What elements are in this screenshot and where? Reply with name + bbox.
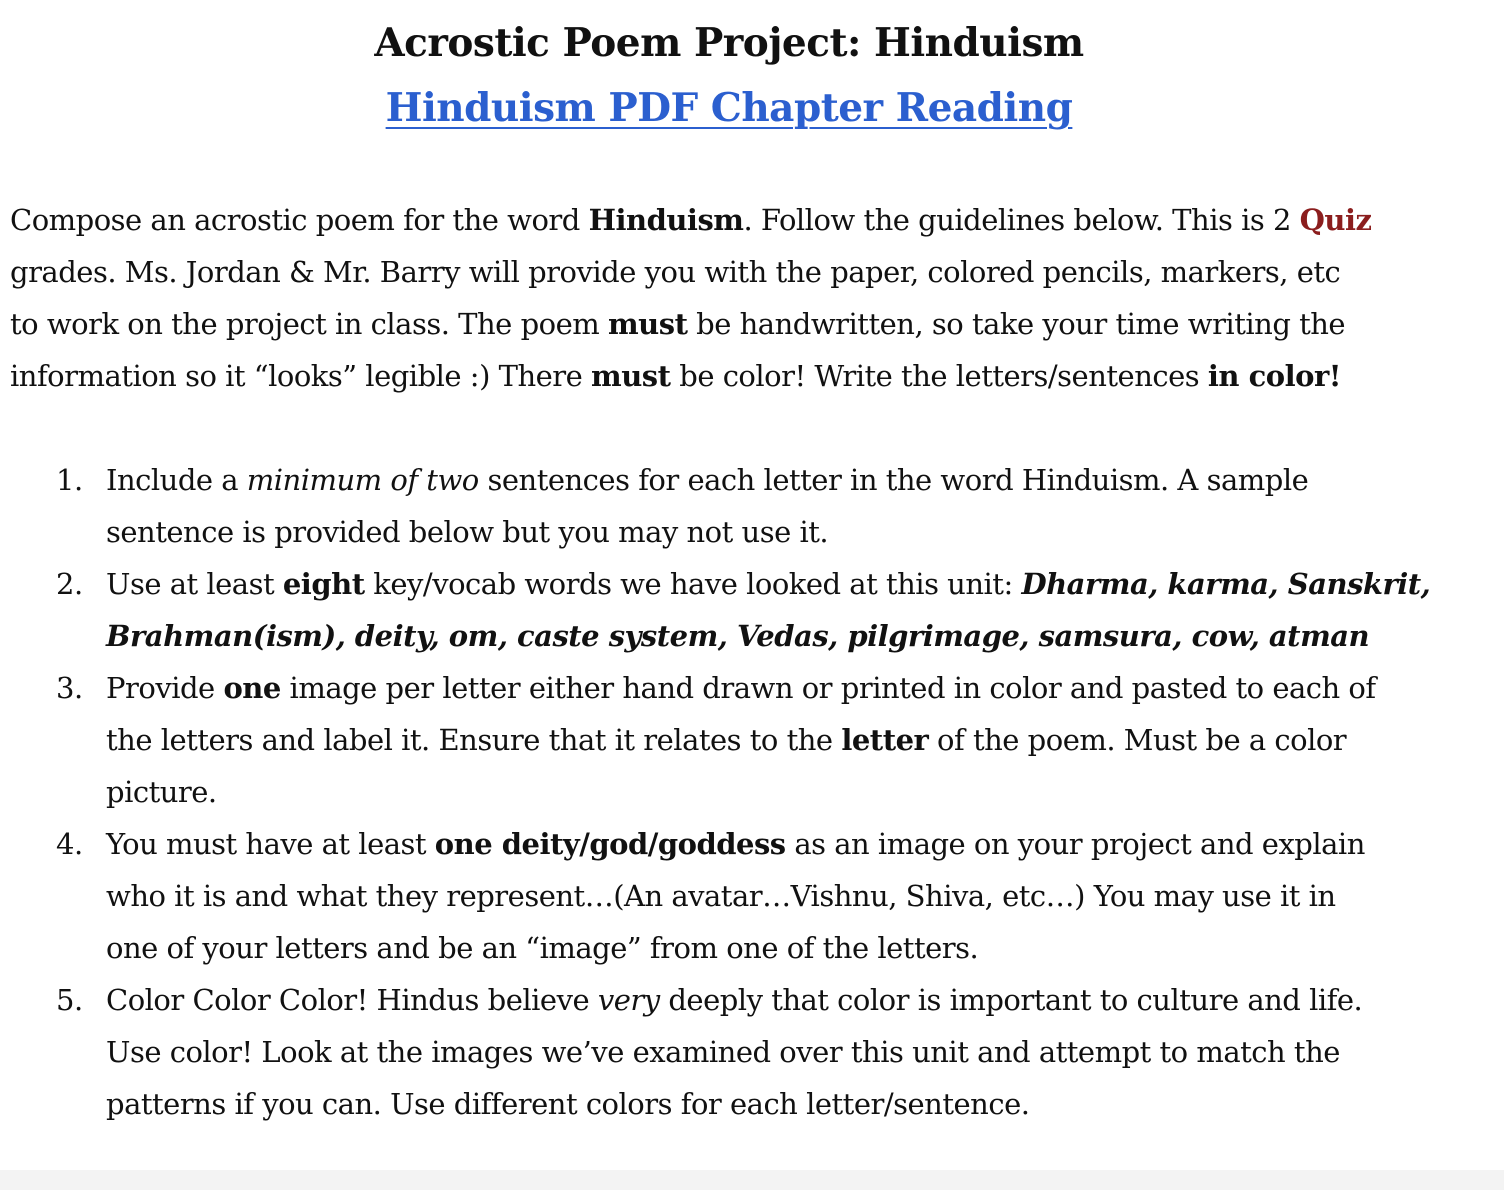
- list-item: [0, 558, 1500, 662]
- item-text: Include a: [106, 463, 247, 497]
- item-line: patterns if you can. Use different colors for each letter/sentence.: [106, 1087, 1030, 1121]
- item-line: who it is and what they represent…(An avatar…Vishnu, Shiva, etc…) You may use it in: [106, 879, 1336, 913]
- item-text: as an image on your project and explain: [785, 827, 1365, 861]
- intro-text: to work on the project in class. The poem: [10, 307, 608, 341]
- item-italic: very: [597, 983, 660, 1017]
- item-text: deeply that color is important to culture and life.: [659, 983, 1363, 1017]
- page-bottom-edge: [0, 1170, 1504, 1190]
- hinduism-pdf-link[interactable]: Hinduism PDF Chapter Reading: [385, 85, 1073, 131]
- intro-text: information so it “looks” legible :) There: [10, 359, 592, 393]
- item-bold: letter: [841, 723, 929, 757]
- item-line: [106, 818, 1500, 870]
- item-line: [106, 714, 1500, 766]
- reading-link-container: [0, 80, 1458, 136]
- item-text: You must have at least: [106, 827, 435, 861]
- item-text: image per letter either hand drawn or printed in color and pasted to each of: [280, 671, 1376, 705]
- item-bold: one: [223, 671, 281, 705]
- intro-text: be color! Write the letters/sentences: [670, 359, 1208, 393]
- item-line: sentence is provided below but you may not use it.: [106, 515, 829, 549]
- intro-text: . Follow the guidelines below. This is 2: [743, 203, 1300, 237]
- list-number: 1.: [56, 463, 83, 497]
- quiz-label: Quiz: [1299, 203, 1372, 237]
- intro-paragraph: [10, 194, 1490, 402]
- list-number: 2.: [56, 567, 83, 601]
- item-line: [106, 454, 1500, 506]
- item-text: the letters and label it. Ensure that it relates to the: [106, 723, 842, 757]
- intro-bold-must: must: [591, 359, 671, 393]
- list-item: [0, 818, 1500, 974]
- item-text: Use at least: [106, 567, 283, 601]
- item-text: of the poem. Must be a color: [928, 723, 1347, 757]
- list-item: [0, 974, 1500, 1130]
- item-text: sentences for each letter in the word Hinduism. A sample: [478, 463, 1309, 497]
- intro-line-1: [10, 194, 1490, 246]
- intro-text: be handwritten, so take your time writing the: [687, 307, 1346, 341]
- guidelines-list: [0, 454, 1500, 1130]
- item-line: picture.: [106, 775, 217, 809]
- item-bold: eight: [282, 567, 365, 601]
- item-line: [106, 662, 1500, 714]
- item-text: Color Color Color! Hindus believe: [106, 983, 598, 1017]
- list-number: 4.: [56, 827, 83, 861]
- page-title: Acrostic Poem Project: Hinduism: [374, 20, 1084, 66]
- item-italic: minimum of two: [246, 463, 479, 497]
- item-line: [106, 974, 1500, 1026]
- intro-line-3: [10, 298, 1490, 350]
- intro-line-4: [10, 350, 1490, 402]
- list-number: 5.: [56, 983, 83, 1017]
- item-line: one of your letters and be an “image” from one of the letters.: [106, 931, 979, 965]
- intro-text: Compose an acrostic poem for the word: [10, 203, 589, 237]
- intro-bold-hinduism: Hinduism: [588, 203, 744, 237]
- list-item: [0, 454, 1500, 558]
- vocab-words: Dharma, karma, Sanskrit,: [1021, 567, 1431, 601]
- item-line: [106, 558, 1500, 610]
- item-bold: one deity/god/goddess: [434, 827, 786, 861]
- vocab-words: Brahman(ism), deity, om, caste system, Vedas, pilgrimage, samsura, cow, atman: [106, 619, 1370, 653]
- intro-line-2: grades. Ms. Jordan & Mr. Barry will provide you with the paper, colored pencils, markers, etc: [10, 255, 1341, 289]
- intro-bold-in-color: in color!: [1207, 359, 1341, 393]
- item-line: Use color! Look at the images we’ve examined over this unit and attempt to match the: [106, 1035, 1340, 1069]
- list-item: [0, 662, 1500, 818]
- intro-bold-must: must: [607, 307, 688, 341]
- item-text: Provide: [106, 671, 224, 705]
- item-text: key/vocab words we have looked at this unit:: [364, 567, 1022, 601]
- list-number: 3.: [56, 671, 83, 705]
